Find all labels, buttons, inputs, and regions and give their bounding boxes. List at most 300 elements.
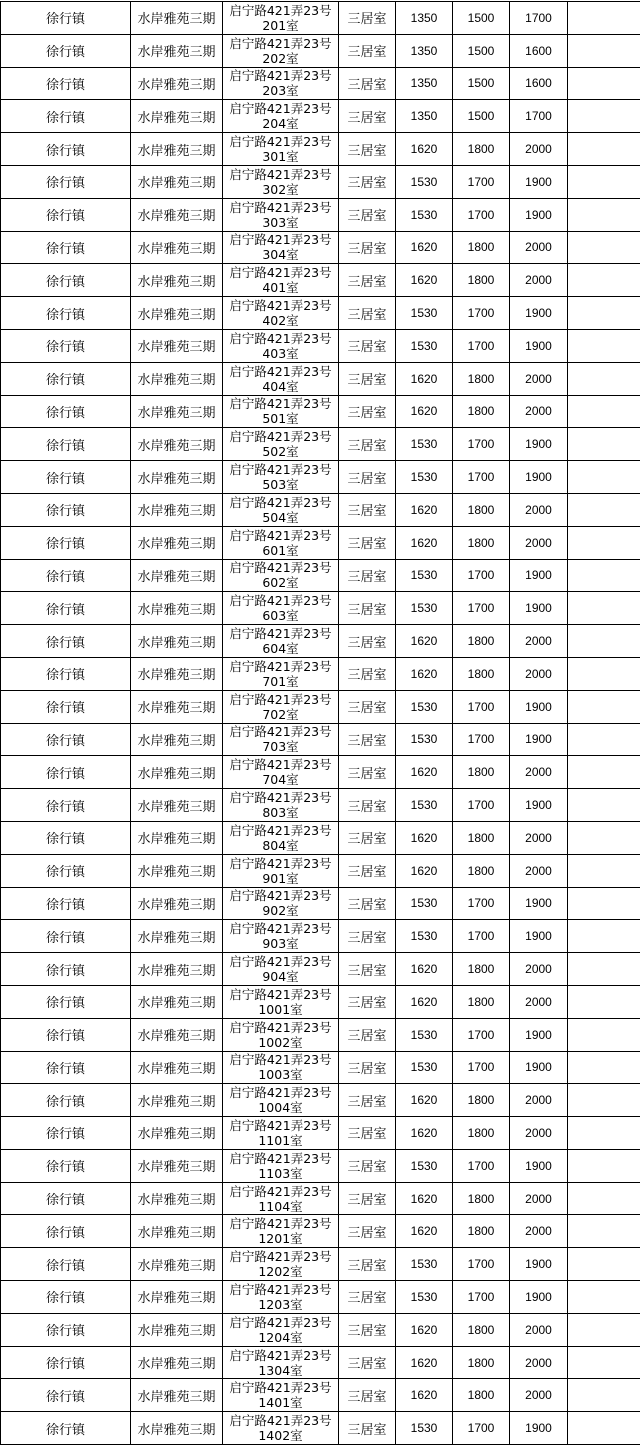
price-cell-3: 2000 — [510, 657, 568, 690]
table-row — [1, 756, 640, 789]
empty-cell — [568, 2, 640, 35]
estate-cell: 水岸雅苑三期 — [131, 1313, 223, 1346]
town-cell: 徐行镇 — [1, 1412, 131, 1445]
price-cell-1: 1530 — [396, 1149, 453, 1182]
address-line-room: 1304室 — [223, 1363, 338, 1378]
town-cell: 徐行镇 — [1, 1051, 131, 1084]
estate-cell: 水岸雅苑三期 — [131, 1084, 223, 1117]
address-cell — [223, 1117, 339, 1150]
layout-cell: 三居室 — [339, 1313, 396, 1346]
price-cell-2: 1800 — [453, 1215, 510, 1248]
empty-cell — [568, 264, 640, 297]
address-line-room: 203室 — [223, 83, 338, 98]
layout-cell: 三居室 — [339, 690, 396, 723]
town-cell: 徐行镇 — [1, 592, 131, 625]
table-row — [1, 133, 640, 166]
estate-cell: 水岸雅苑三期 — [131, 1281, 223, 1314]
address-line-room: 504室 — [223, 510, 338, 525]
price-cell-1: 1530 — [396, 165, 453, 198]
layout-cell: 三居室 — [339, 1215, 396, 1248]
price-cell-2: 1800 — [453, 1084, 510, 1117]
price-cell-1: 1530 — [396, 690, 453, 723]
table-row — [1, 493, 640, 526]
price-cell-2: 1700 — [453, 1281, 510, 1314]
price-cell-2: 1700 — [453, 1412, 510, 1445]
price-cell-2: 1800 — [453, 493, 510, 526]
address-line-street: 启宁路421弄23号 — [223, 888, 338, 903]
empty-cell — [568, 461, 640, 494]
address-line-street: 启宁路421弄23号 — [223, 396, 338, 411]
estate-cell: 水岸雅苑三期 — [131, 133, 223, 166]
price-cell-3: 1900 — [510, 1018, 568, 1051]
price-cell-2: 1800 — [453, 985, 510, 1018]
price-cell-3: 2000 — [510, 1117, 568, 1150]
layout-cell: 三居室 — [339, 395, 396, 428]
price-cell-2: 1800 — [453, 1313, 510, 1346]
town-cell: 徐行镇 — [1, 690, 131, 723]
empty-cell — [568, 887, 640, 920]
table-row — [1, 985, 640, 1018]
address-line-room: 1004室 — [223, 1100, 338, 1115]
price-cell-1: 1620 — [396, 493, 453, 526]
layout-cell: 三居室 — [339, 985, 396, 1018]
empty-cell — [568, 625, 640, 658]
empty-cell — [568, 67, 640, 100]
address-line-room: 1401室 — [223, 1395, 338, 1410]
price-cell-2: 1700 — [453, 428, 510, 461]
price-cell-3: 1900 — [510, 1248, 568, 1281]
town-cell: 徐行镇 — [1, 1281, 131, 1314]
empty-cell — [568, 395, 640, 428]
estate-cell: 水岸雅苑三期 — [131, 953, 223, 986]
price-cell-1: 1620 — [396, 1182, 453, 1215]
table-row — [1, 1051, 640, 1084]
layout-cell: 三居室 — [339, 34, 396, 67]
price-cell-3: 1900 — [510, 428, 568, 461]
price-cell-3: 1900 — [510, 1051, 568, 1084]
address-line-street: 启宁路421弄23号 — [223, 1151, 338, 1166]
address-line-room: 1101室 — [223, 1133, 338, 1148]
town-cell: 徐行镇 — [1, 1182, 131, 1215]
price-cell-2: 1700 — [453, 1248, 510, 1281]
address-line-room: 703室 — [223, 739, 338, 754]
price-cell-2: 1700 — [453, 1051, 510, 1084]
address-cell — [223, 1215, 339, 1248]
table-row — [1, 1346, 640, 1379]
price-cell-2: 1700 — [453, 690, 510, 723]
address-cell — [223, 756, 339, 789]
estate-cell: 水岸雅苑三期 — [131, 428, 223, 461]
address-line-street: 启宁路421弄23号 — [223, 101, 338, 116]
layout-cell: 三居室 — [339, 887, 396, 920]
price-cell-1: 1620 — [396, 657, 453, 690]
address-line-street: 启宁路421弄23号 — [223, 1315, 338, 1330]
empty-cell — [568, 920, 640, 953]
address-line-room: 902室 — [223, 903, 338, 918]
price-cell-3: 1600 — [510, 34, 568, 67]
empty-cell — [568, 657, 640, 690]
address-cell — [223, 592, 339, 625]
address-line-street: 启宁路421弄23号 — [223, 790, 338, 805]
address-cell — [223, 1018, 339, 1051]
price-cell-2: 1800 — [453, 362, 510, 395]
price-cell-2: 1800 — [453, 1117, 510, 1150]
price-cell-1: 1530 — [396, 559, 453, 592]
price-cell-1: 1530 — [396, 1248, 453, 1281]
layout-cell: 三居室 — [339, 1117, 396, 1150]
price-cell-2: 1700 — [453, 920, 510, 953]
address-cell — [223, 362, 339, 395]
address-line-street: 启宁路421弄23号 — [223, 36, 338, 51]
price-cell-2: 1700 — [453, 1149, 510, 1182]
address-line-street: 启宁路421弄23号 — [223, 1020, 338, 1035]
address-cell — [223, 920, 339, 953]
price-cell-1: 1620 — [396, 395, 453, 428]
table-row — [1, 1412, 640, 1445]
price-cell-2: 1700 — [453, 887, 510, 920]
table-row — [1, 100, 640, 133]
address-cell — [223, 461, 339, 494]
address-line-room: 1204室 — [223, 1330, 338, 1345]
estate-cell: 水岸雅苑三期 — [131, 34, 223, 67]
price-cell-2: 1800 — [453, 1346, 510, 1379]
layout-cell: 三居室 — [339, 1182, 396, 1215]
empty-cell — [568, 953, 640, 986]
empty-cell — [568, 756, 640, 789]
estate-cell: 水岸雅苑三期 — [131, 789, 223, 822]
town-cell: 徐行镇 — [1, 657, 131, 690]
layout-cell: 三居室 — [339, 789, 396, 822]
price-cell-1: 1620 — [396, 1084, 453, 1117]
empty-cell — [568, 1412, 640, 1445]
price-cell-3: 2000 — [510, 985, 568, 1018]
price-cell-2: 1800 — [453, 395, 510, 428]
estate-cell: 水岸雅苑三期 — [131, 198, 223, 231]
address-line-room: 1402室 — [223, 1428, 338, 1443]
table-row — [1, 231, 640, 264]
price-cell-2: 1800 — [453, 526, 510, 559]
table-row — [1, 526, 640, 559]
price-cell-3: 1900 — [510, 198, 568, 231]
price-cell-1: 1530 — [396, 920, 453, 953]
empty-cell — [568, 1379, 640, 1412]
layout-cell: 三居室 — [339, 657, 396, 690]
price-cell-3: 1900 — [510, 690, 568, 723]
table-row — [1, 625, 640, 658]
address-line-street: 启宁路421弄23号 — [223, 1184, 338, 1199]
town-cell: 徐行镇 — [1, 165, 131, 198]
price-cell-1: 1530 — [396, 1281, 453, 1314]
empty-cell — [568, 854, 640, 887]
layout-cell: 三居室 — [339, 493, 396, 526]
table-row — [1, 657, 640, 690]
empty-cell — [568, 985, 640, 1018]
address-cell — [223, 133, 339, 166]
layout-cell: 三居室 — [339, 920, 396, 953]
town-cell: 徐行镇 — [1, 920, 131, 953]
estate-cell: 水岸雅苑三期 — [131, 1182, 223, 1215]
price-cell-3: 1900 — [510, 1149, 568, 1182]
empty-cell — [568, 428, 640, 461]
address-line-street: 启宁路421弄23号 — [223, 757, 338, 772]
price-cell-3: 2000 — [510, 1346, 568, 1379]
estate-cell: 水岸雅苑三期 — [131, 100, 223, 133]
price-cell-3: 1700 — [510, 100, 568, 133]
estate-cell: 水岸雅苑三期 — [131, 854, 223, 887]
price-cell-2: 1800 — [453, 854, 510, 887]
layout-cell: 三居室 — [339, 526, 396, 559]
price-cell-1: 1620 — [396, 1313, 453, 1346]
town-cell: 徐行镇 — [1, 625, 131, 658]
address-line-street: 启宁路421弄23号 — [223, 331, 338, 346]
price-cell-1: 1530 — [396, 198, 453, 231]
price-cell-3: 1900 — [510, 789, 568, 822]
table-row — [1, 264, 640, 297]
address-cell — [223, 887, 339, 920]
estate-cell: 水岸雅苑三期 — [131, 2, 223, 35]
estate-cell: 水岸雅苑三期 — [131, 1051, 223, 1084]
address-line-street: 启宁路421弄23号 — [223, 265, 338, 280]
price-cell-3: 1600 — [510, 67, 568, 100]
empty-cell — [568, 34, 640, 67]
price-cell-1: 1620 — [396, 231, 453, 264]
address-cell — [223, 985, 339, 1018]
table-row — [1, 1248, 640, 1281]
address-cell — [223, 297, 339, 330]
estate-cell: 水岸雅苑三期 — [131, 1248, 223, 1281]
table-row — [1, 461, 640, 494]
price-cell-1: 1530 — [396, 723, 453, 756]
table-row — [1, 887, 640, 920]
estate-cell: 水岸雅苑三期 — [131, 1346, 223, 1379]
price-cell-1: 1620 — [396, 133, 453, 166]
price-cell-2: 1700 — [453, 461, 510, 494]
table-row — [1, 920, 640, 953]
price-cell-3: 2000 — [510, 493, 568, 526]
estate-cell: 水岸雅苑三期 — [131, 1149, 223, 1182]
price-cell-3: 1700 — [510, 2, 568, 35]
layout-cell: 三居室 — [339, 1018, 396, 1051]
price-cell-3: 2000 — [510, 1084, 568, 1117]
address-line-street: 启宁路421弄23号 — [223, 232, 338, 247]
table-row — [1, 821, 640, 854]
address-line-room: 1201室 — [223, 1231, 338, 1246]
layout-cell: 三居室 — [339, 100, 396, 133]
layout-cell: 三居室 — [339, 2, 396, 35]
address-cell — [223, 493, 339, 526]
empty-cell — [568, 690, 640, 723]
address-line-room: 602室 — [223, 575, 338, 590]
price-cell-1: 1620 — [396, 1346, 453, 1379]
estate-cell: 水岸雅苑三期 — [131, 231, 223, 264]
layout-cell: 三居室 — [339, 428, 396, 461]
address-cell — [223, 1412, 339, 1445]
layout-cell: 三居室 — [339, 625, 396, 658]
layout-cell: 三居室 — [339, 133, 396, 166]
address-cell — [223, 67, 339, 100]
address-line-street: 启宁路421弄23号 — [223, 1052, 338, 1067]
price-cell-1: 1530 — [396, 461, 453, 494]
address-line-street: 启宁路421弄23号 — [223, 1249, 338, 1264]
price-cell-1: 1620 — [396, 985, 453, 1018]
address-line-street: 启宁路421弄23号 — [223, 724, 338, 739]
address-line-room: 402室 — [223, 313, 338, 328]
table-row — [1, 1281, 640, 1314]
address-line-room: 401室 — [223, 280, 338, 295]
estate-cell: 水岸雅苑三期 — [131, 329, 223, 362]
estate-cell: 水岸雅苑三期 — [131, 165, 223, 198]
address-cell — [223, 1084, 339, 1117]
address-line-room: 701室 — [223, 674, 338, 689]
town-cell: 徐行镇 — [1, 559, 131, 592]
address-line-room: 201室 — [223, 18, 338, 33]
address-cell — [223, 526, 339, 559]
address-line-street: 启宁路421弄23号 — [223, 823, 338, 838]
estate-cell: 水岸雅苑三期 — [131, 657, 223, 690]
estate-cell: 水岸雅苑三期 — [131, 493, 223, 526]
price-cell-3: 2000 — [510, 953, 568, 986]
price-cell-1: 1350 — [396, 34, 453, 67]
price-cell-1: 1530 — [396, 1051, 453, 1084]
layout-cell: 三居室 — [339, 264, 396, 297]
price-cell-1: 1530 — [396, 789, 453, 822]
estate-cell: 水岸雅苑三期 — [131, 362, 223, 395]
price-cell-2: 1800 — [453, 953, 510, 986]
address-line-room: 1003室 — [223, 1067, 338, 1082]
town-cell: 徐行镇 — [1, 821, 131, 854]
empty-cell — [568, 362, 640, 395]
address-cell — [223, 1182, 339, 1215]
layout-cell: 三居室 — [339, 723, 396, 756]
estate-cell: 水岸雅苑三期 — [131, 395, 223, 428]
empty-cell — [568, 1018, 640, 1051]
estate-cell: 水岸雅苑三期 — [131, 690, 223, 723]
address-line-room: 601室 — [223, 543, 338, 558]
price-cell-2: 1700 — [453, 789, 510, 822]
address-line-room: 1202室 — [223, 1264, 338, 1279]
estate-cell: 水岸雅苑三期 — [131, 985, 223, 1018]
price-cell-1: 1620 — [396, 264, 453, 297]
town-cell: 徐行镇 — [1, 198, 131, 231]
table-row — [1, 1117, 640, 1150]
address-cell — [223, 165, 339, 198]
address-line-room: 603室 — [223, 608, 338, 623]
address-line-room: 501室 — [223, 411, 338, 426]
address-line-room: 1001室 — [223, 1002, 338, 1017]
price-cell-3: 2000 — [510, 1379, 568, 1412]
address-line-street: 启宁路421弄23号 — [223, 528, 338, 543]
price-cell-3: 2000 — [510, 854, 568, 887]
address-line-street: 启宁路421弄23号 — [223, 659, 338, 674]
estate-cell: 水岸雅苑三期 — [131, 1379, 223, 1412]
estate-cell: 水岸雅苑三期 — [131, 67, 223, 100]
price-cell-1: 1530 — [396, 1412, 453, 1445]
address-line-street: 启宁路421弄23号 — [223, 1216, 338, 1231]
estate-cell: 水岸雅苑三期 — [131, 1018, 223, 1051]
address-line-room: 702室 — [223, 707, 338, 722]
table-row — [1, 428, 640, 461]
table-row — [1, 297, 640, 330]
table-row — [1, 592, 640, 625]
table-row — [1, 34, 640, 67]
empty-cell — [568, 592, 640, 625]
address-cell — [223, 395, 339, 428]
address-line-room: 704室 — [223, 772, 338, 787]
estate-cell: 水岸雅苑三期 — [131, 1215, 223, 1248]
price-cell-1: 1530 — [396, 592, 453, 625]
address-cell — [223, 2, 339, 35]
address-line-room: 904室 — [223, 969, 338, 984]
address-line-street: 启宁路421弄23号 — [223, 462, 338, 477]
empty-cell — [568, 231, 640, 264]
price-cell-3: 2000 — [510, 231, 568, 264]
table-row — [1, 854, 640, 887]
price-cell-3: 2000 — [510, 1182, 568, 1215]
table-row — [1, 67, 640, 100]
address-cell — [223, 100, 339, 133]
table-row — [1, 723, 640, 756]
empty-cell — [568, 821, 640, 854]
price-cell-1: 1620 — [396, 953, 453, 986]
price-cell-1: 1620 — [396, 362, 453, 395]
table-row — [1, 362, 640, 395]
empty-cell — [568, 1281, 640, 1314]
address-line-street: 启宁路421弄23号 — [223, 68, 338, 83]
estate-cell: 水岸雅苑三期 — [131, 756, 223, 789]
address-line-room: 804室 — [223, 838, 338, 853]
layout-cell: 三居室 — [339, 231, 396, 264]
address-line-room: 404室 — [223, 379, 338, 394]
price-cell-3: 1900 — [510, 461, 568, 494]
price-cell-2: 1700 — [453, 723, 510, 756]
address-cell — [223, 723, 339, 756]
price-cell-3: 2000 — [510, 1215, 568, 1248]
price-cell-3: 2000 — [510, 526, 568, 559]
address-line-room: 204室 — [223, 116, 338, 131]
price-cell-2: 1500 — [453, 34, 510, 67]
price-cell-2: 1800 — [453, 657, 510, 690]
estate-cell: 水岸雅苑三期 — [131, 920, 223, 953]
price-cell-3: 2000 — [510, 362, 568, 395]
estate-cell: 水岸雅苑三期 — [131, 625, 223, 658]
address-line-street: 启宁路421弄23号 — [223, 298, 338, 313]
table-row — [1, 690, 640, 723]
table-row — [1, 329, 640, 362]
layout-cell: 三居室 — [339, 1346, 396, 1379]
empty-cell — [568, 1051, 640, 1084]
price-cell-2: 1800 — [453, 133, 510, 166]
layout-cell: 三居室 — [339, 1248, 396, 1281]
empty-cell — [568, 723, 640, 756]
layout-cell: 三居室 — [339, 1379, 396, 1412]
empty-cell — [568, 1117, 640, 1150]
estate-cell: 水岸雅苑三期 — [131, 1412, 223, 1445]
estate-cell: 水岸雅苑三期 — [131, 264, 223, 297]
empty-cell — [568, 789, 640, 822]
layout-cell: 三居室 — [339, 1281, 396, 1314]
address-cell — [223, 953, 339, 986]
address-cell — [223, 559, 339, 592]
town-cell: 徐行镇 — [1, 34, 131, 67]
empty-cell — [568, 1084, 640, 1117]
price-cell-1: 1620 — [396, 854, 453, 887]
price-cell-1: 1530 — [396, 329, 453, 362]
price-cell-1: 1350 — [396, 100, 453, 133]
empty-cell — [568, 1248, 640, 1281]
estate-cell: 水岸雅苑三期 — [131, 821, 223, 854]
layout-cell: 三居室 — [339, 854, 396, 887]
price-cell-3: 1900 — [510, 723, 568, 756]
